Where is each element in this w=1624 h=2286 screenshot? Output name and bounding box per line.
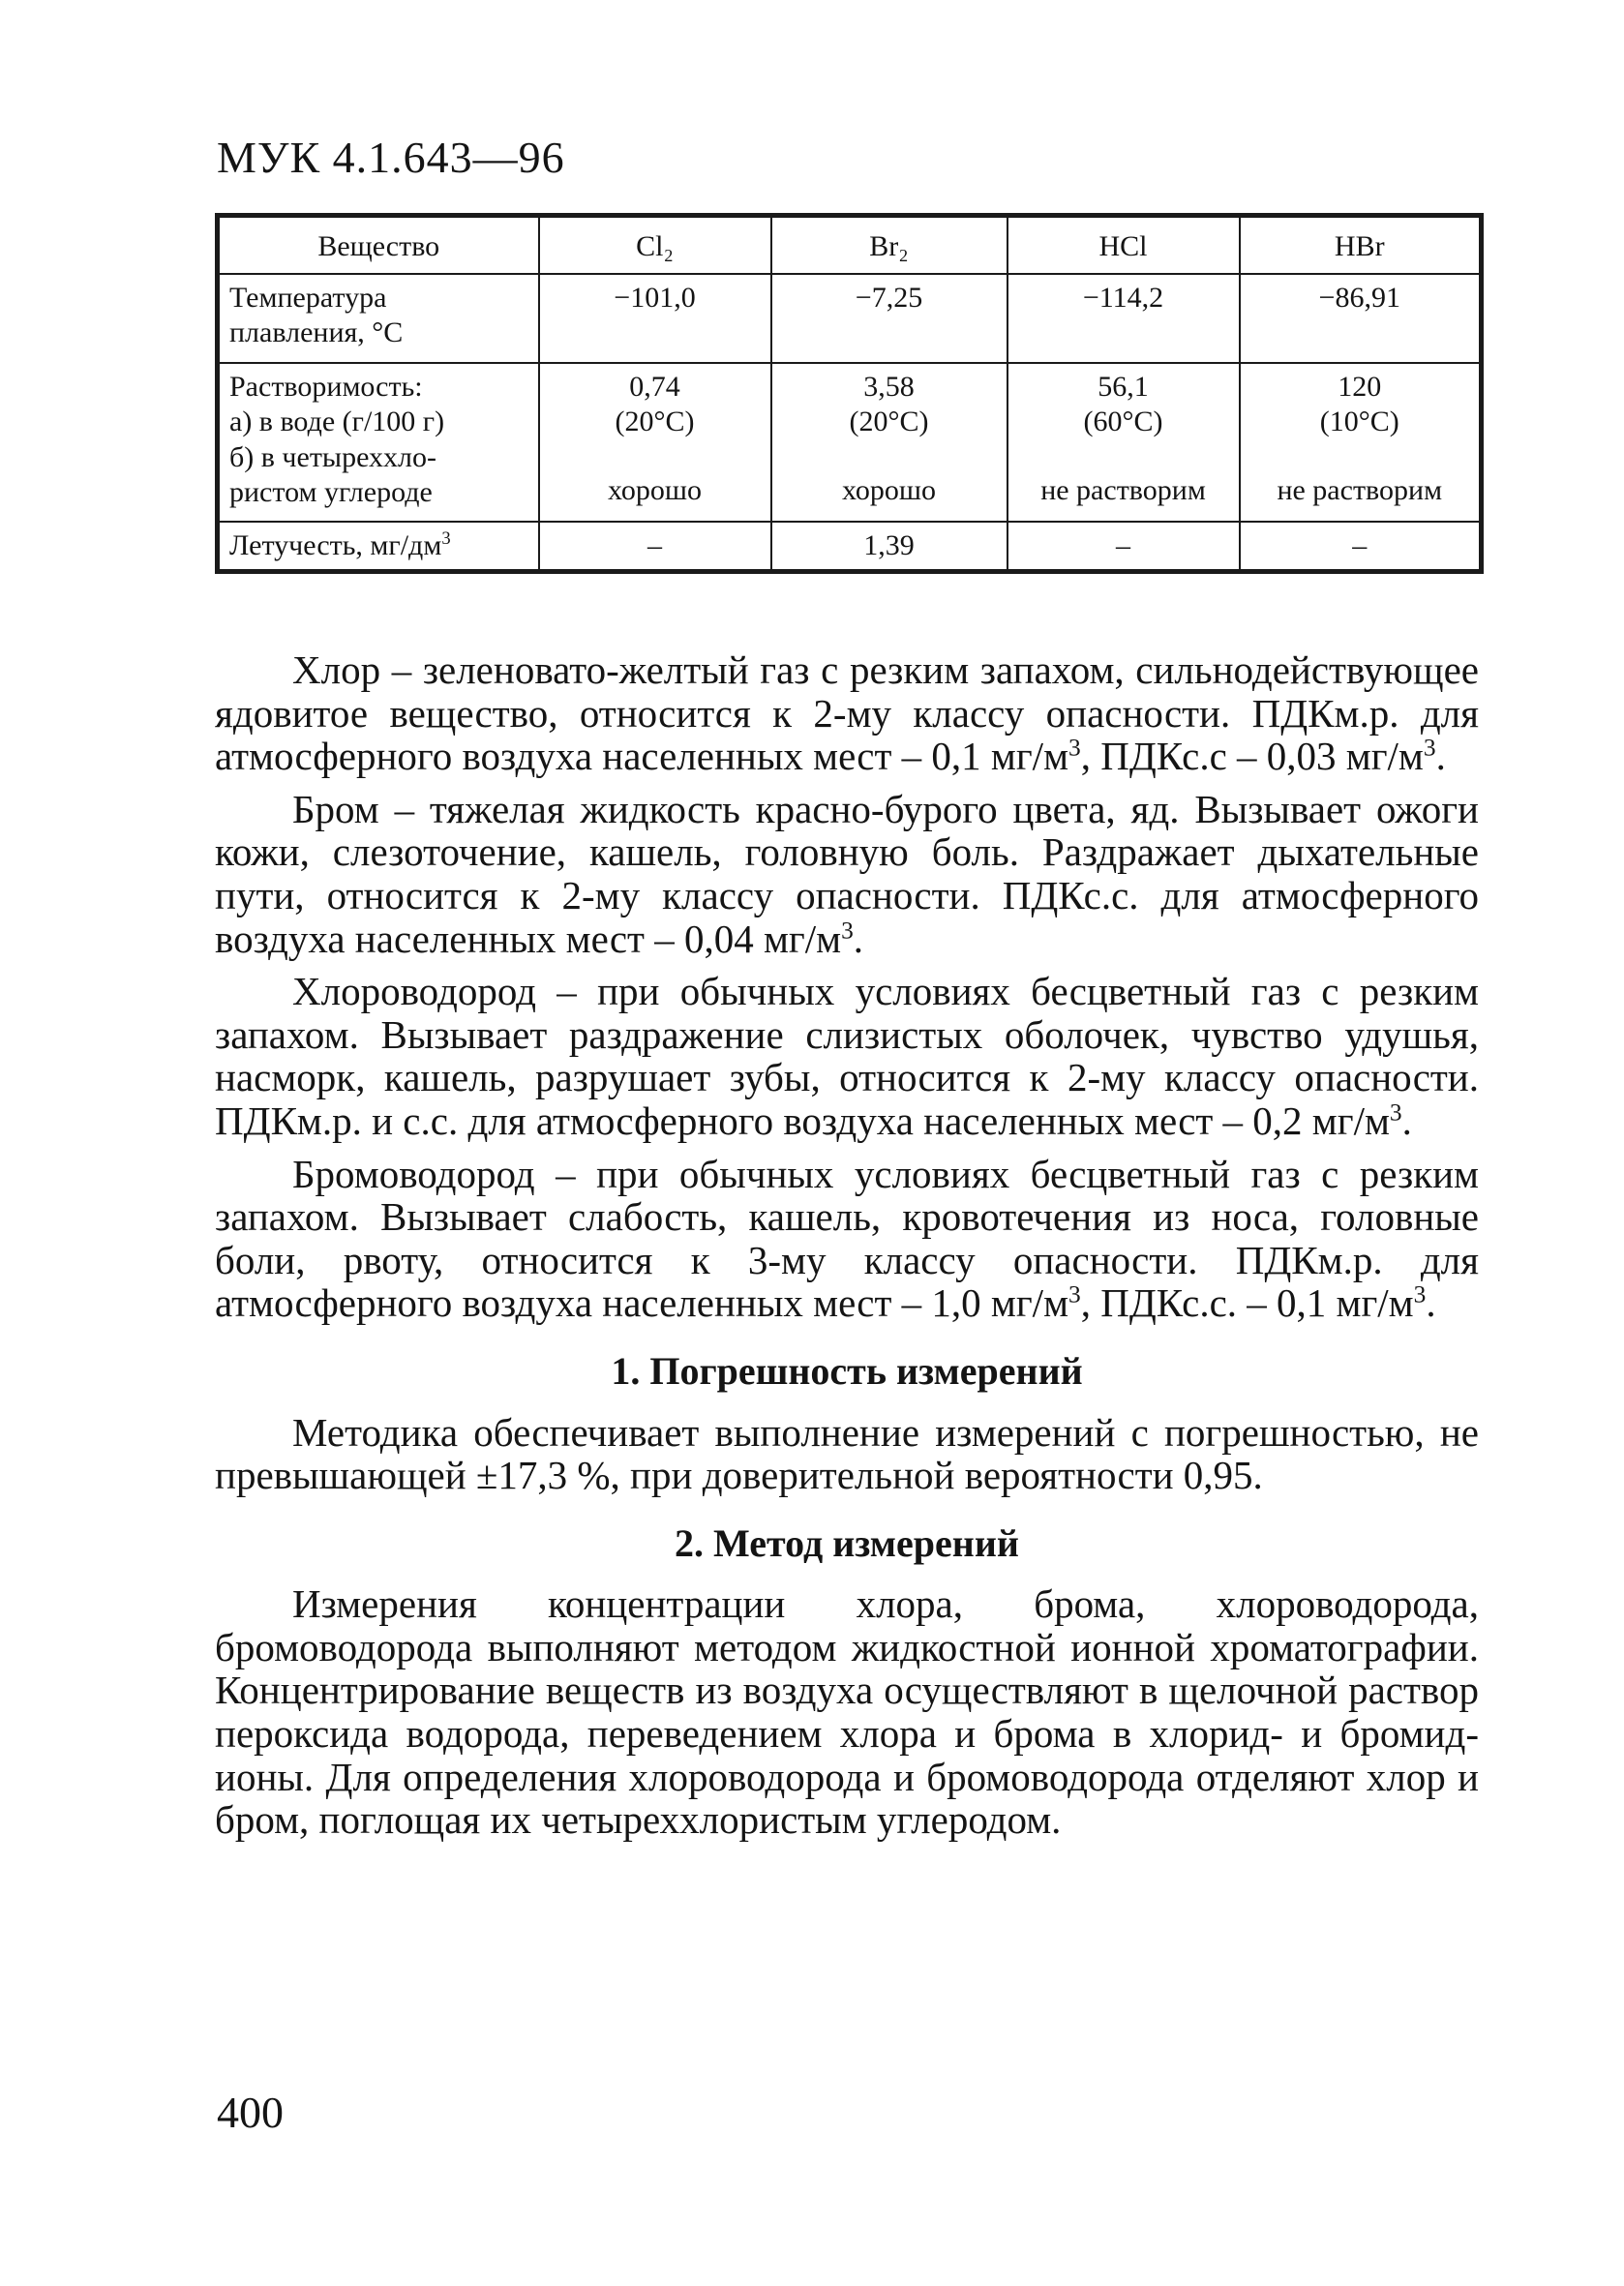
table-row-melting <box>218 274 1482 363</box>
col-header-br2: Br₂ <box>771 216 1007 274</box>
col-header-hbr: HBr <box>1240 216 1482 274</box>
table-header-row <box>218 216 1482 274</box>
paragraph-error: Методика обеспечивает выполнение измерений с погрешностью, не превышающей ±17,3 %, при доверительной вероятности 0,95. <box>215 1409 1479 1498</box>
table-row-solubility <box>218 363 1482 522</box>
section-heading-error: 1. Погрешность измерений <box>611 1348 1083 1393</box>
solubility-br2: 3,58 (20°С) хорошо <box>771 363 1007 522</box>
paragraph-hydrogen-bromide: Бромоводород – при обычных условиях бесцветный газ с резким запахом. Вызывает слабость, кашель, кровотечения из носа, головные боли, рвоту, относится к 3-му классу опасности. ПДКм.р. для атмосферного воздуха населенных мест – 1,0 $мг/м^3$, ПДКс.с. – 0,1 $мг/м^3$. <box>215 1151 1479 1326</box>
col-header-hcl: HCl <box>1007 216 1240 274</box>
solubility-hbr: 120 (10°С) не растворим <box>1240 363 1482 522</box>
col-header-cl2: Cl₂ <box>539 216 771 274</box>
col-header-substance: Вещество <box>218 216 539 274</box>
melting-hcl: −114,2 <box>1007 274 1240 363</box>
row-label-volatility: Летучесть, $мг/дм^3$ <box>218 522 539 572</box>
volatility-hbr: – <box>1240 522 1482 572</box>
paragraph-chlorine: Хлор – зеленовато-желтый газ с резким запахом, сильнодействующее ядовитое вещество, относится к 2-му классу опасности. ПДКм.р. для атмосферного воздуха населенных мест – 0,1 $мг/м^3$, ПДКс.с – 0,03 $мг/м^3$. <box>215 647 1479 779</box>
paragraph-bromine: Бром – тяжелая жидкость красно-бурого цвета, яд. Вызывает ожоги кожи, слезоточение, кашель, головную боль. Раздражает дыхательные пути, относится к 2-му классу опасности. ПДКс.с. для атмосферного воздуха населенных мест – 0,04 $мг/м^3$. <box>215 786 1479 961</box>
table-row-volatility <box>218 522 1482 572</box>
solubility-hcl: 56,1 (60°С) не растворим <box>1007 363 1240 522</box>
volatility-br2: 1,39 <box>771 522 1007 572</box>
document-code: МУК 4.1.643—96 <box>217 133 565 182</box>
row-label-melting: Температура плавления, °С <box>218 274 539 363</box>
melting-br2: −7,25 <box>771 274 1007 363</box>
melting-hbr: −86,91 <box>1240 274 1482 363</box>
volatility-cl2: – <box>539 522 771 572</box>
body-text <box>215 648 1479 1851</box>
solubility-cl2: 0,74 (20°С) хорошо <box>539 363 771 522</box>
properties-table <box>215 213 1484 574</box>
page-number: 400 <box>217 2088 284 2137</box>
row-label-solubility: Растворимость: а) в воде (г/100 г) б) в четыреххло- ристом углероде <box>218 363 539 522</box>
volatility-hcl: – <box>1007 522 1240 572</box>
paragraph-hydrogen-chloride: Хлороводород – при обычных условиях бесцветный газ с резким запахом. Вызывает раздражение слизистых оболочек, чувство удушья, насморк, кашель, разрушает зубы, относится к 2-му классу опасности. ПДКм.р. и с.с. для атмосферного воздуха населенных мест – 0,2 $мг/м^3$. <box>215 969 1479 1143</box>
paragraph-method: Измерения концентрации хлора, брома, хлороводорода, бромоводорода выполняют методом жидкостной ионной хроматографии. Концентрирование веществ из воздуха осуществляют в щелочной раствор пероксида водорода, переведением хлора и брома в хлорид- и бромид-ионы. Для определения хлороводорода и бромоводорода отделяют хлор и бром, поглощая их четыреххлористым углеродом. <box>215 1581 1479 1843</box>
melting-cl2: −101,0 <box>539 274 771 363</box>
section-heading-method: 2. Метод измерений <box>675 1520 1019 1565</box>
